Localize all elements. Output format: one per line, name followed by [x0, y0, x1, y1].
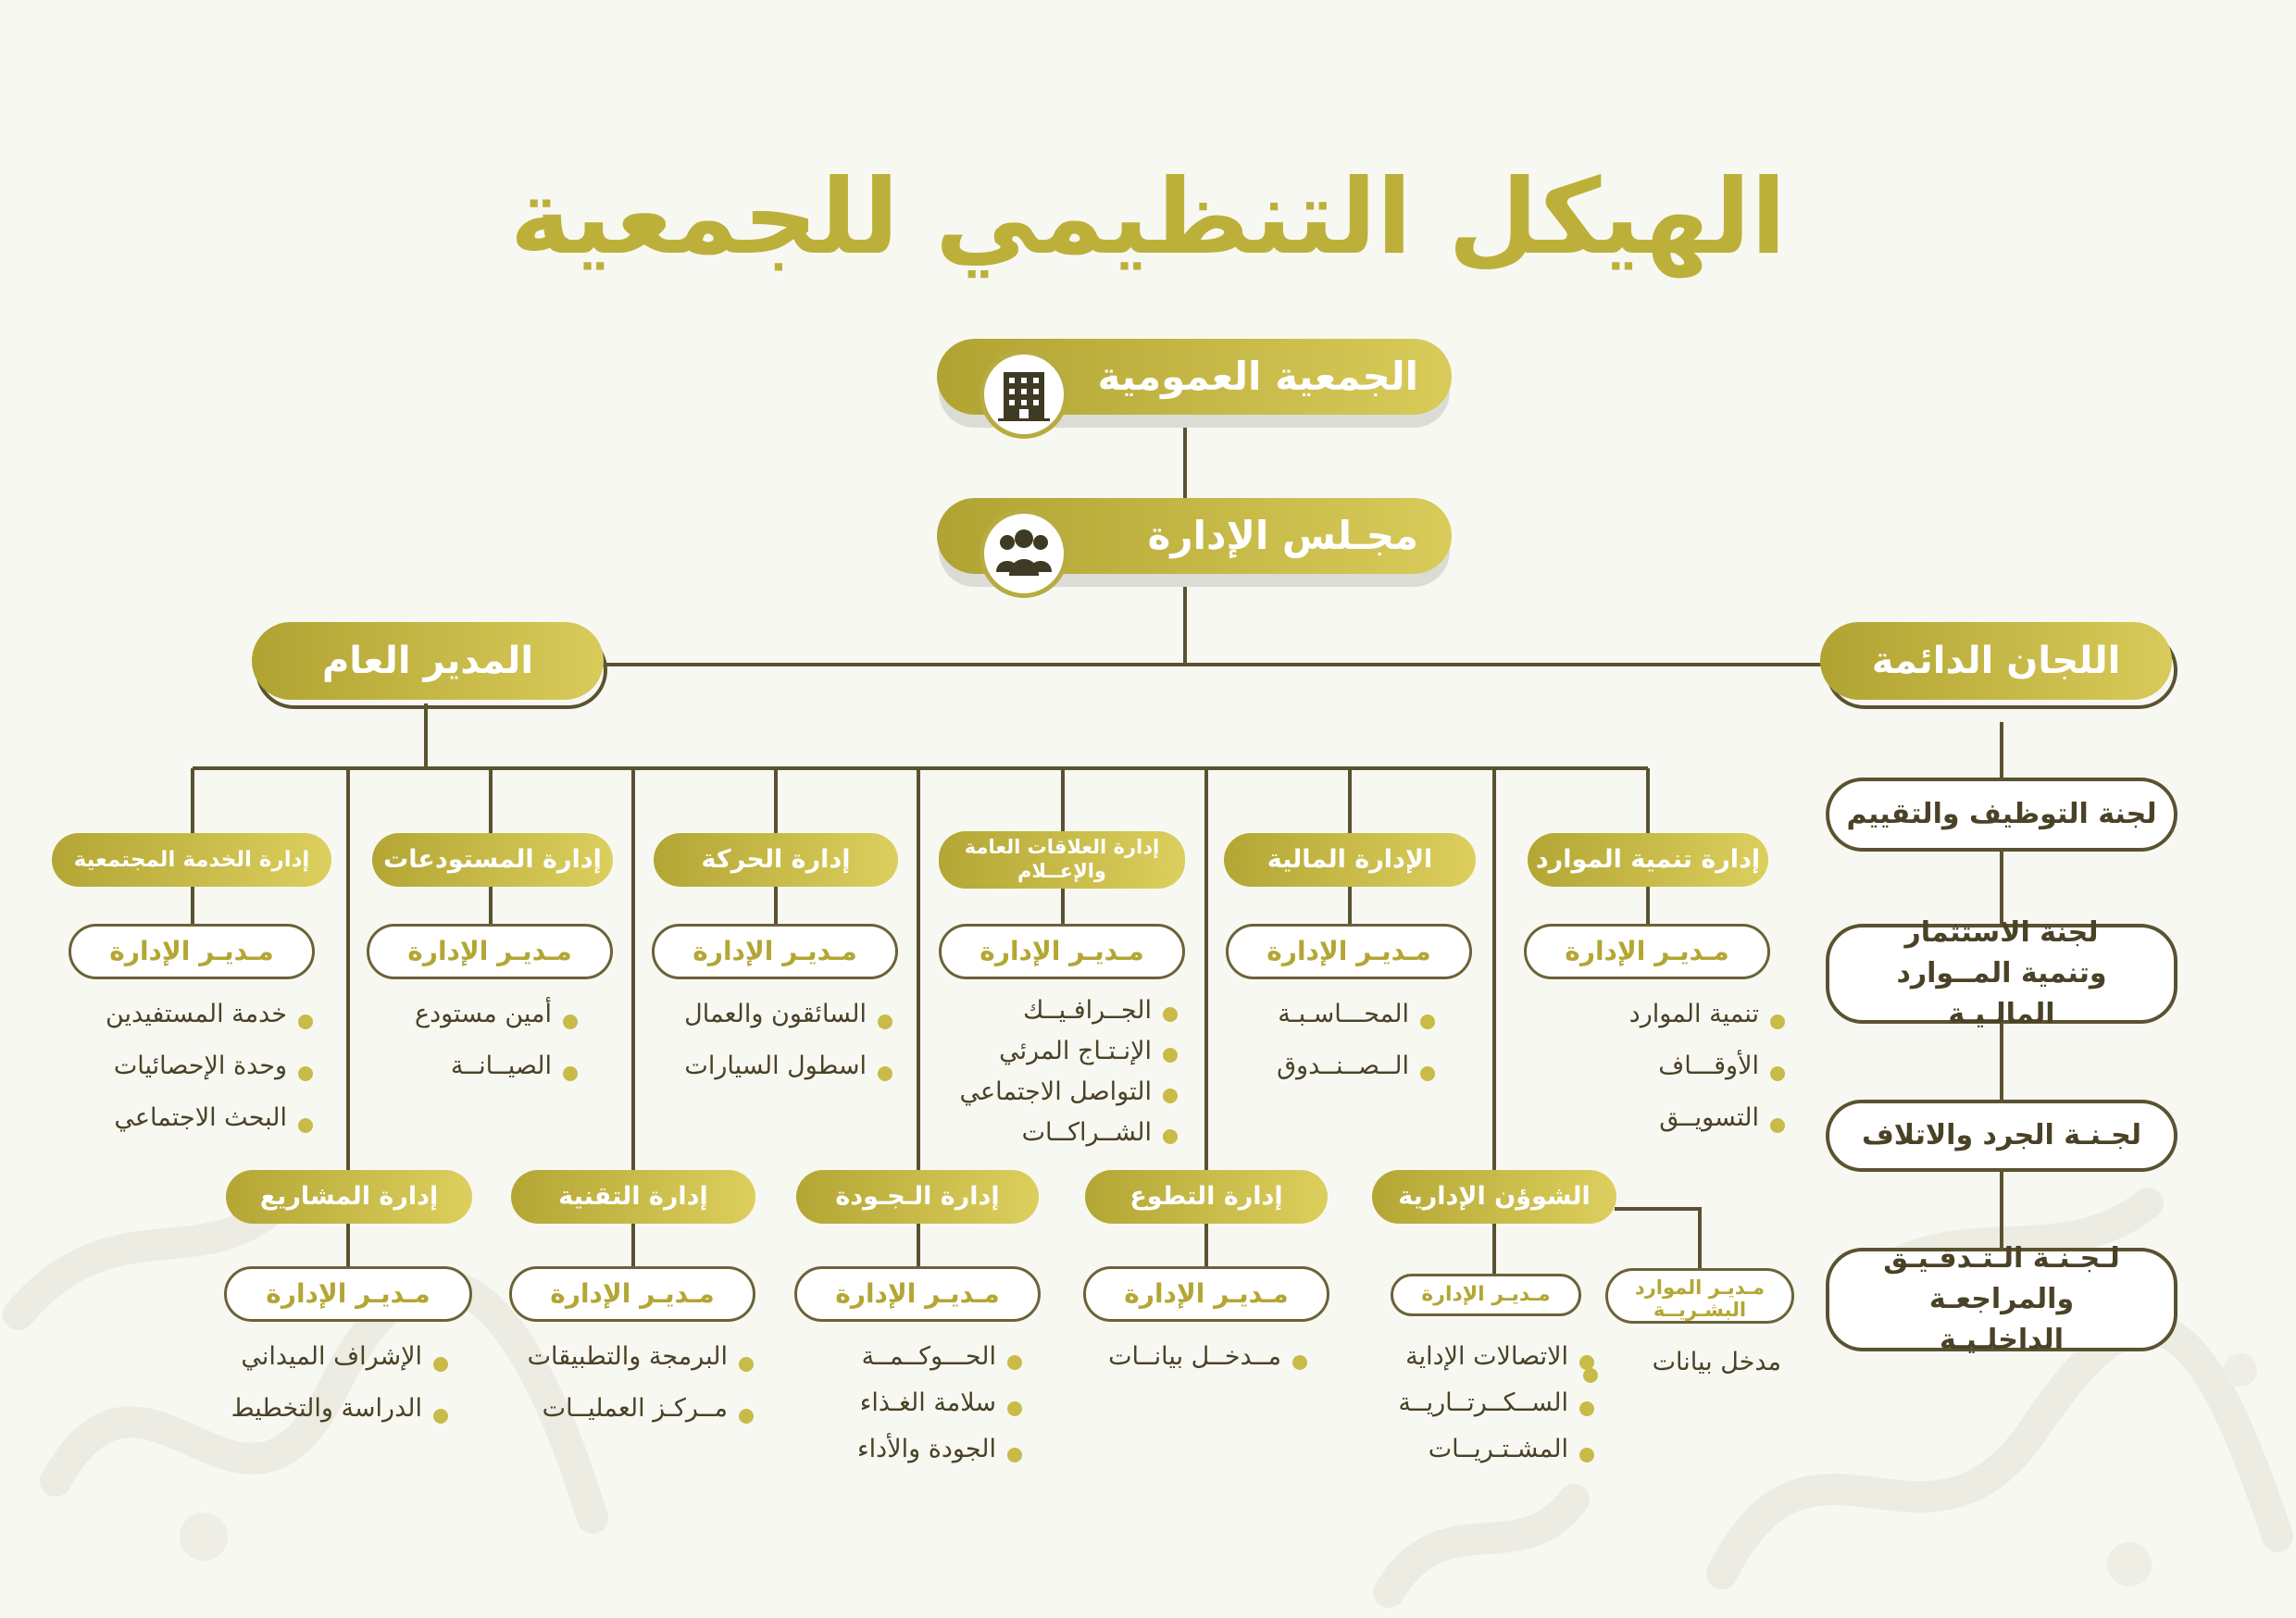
bullet-dot-icon — [433, 1357, 448, 1372]
manager-volunteering: مـديـر الإدارة — [1083, 1266, 1329, 1322]
list-item: الحـــوكــمــة — [861, 1342, 996, 1371]
list-admin-affairs — [1361, 1342, 1568, 1481]
bullet-dot-icon — [1163, 1089, 1178, 1103]
bullet-dot-icon — [298, 1118, 313, 1133]
manager-projects: مـديـر الإدارة — [224, 1266, 472, 1322]
bullet-dot-icon — [1583, 1368, 1598, 1383]
dept-community-service: إدارة الخدمة المجتمعية — [52, 833, 331, 887]
manager-warehouses: مـديـر الإدارة — [367, 924, 613, 979]
list-item: تنمية الموارد — [1628, 1000, 1759, 1028]
list-item: خدمة المستفيدين — [105, 1000, 287, 1028]
board-label: مجـلس الإدارة — [1147, 513, 1418, 558]
bullet-dot-icon — [1292, 1355, 1307, 1370]
page-title: الهيكل التنظيمي للجمعية — [509, 157, 1787, 278]
bullet-dot-icon — [298, 1066, 313, 1081]
list-item: البرمجة والتطبيقات — [527, 1342, 728, 1371]
bullet-dot-icon — [1770, 1066, 1785, 1081]
list-item: الشــراكــات — [1021, 1118, 1152, 1147]
list-finance — [1204, 1000, 1409, 1103]
list-transport — [639, 1000, 867, 1103]
bullet-dot-icon — [563, 1014, 578, 1029]
committee-inventory: لجـنـة الجرد والاتلاف — [1826, 1100, 2177, 1172]
dept-projects: إدارة المشاريع — [226, 1170, 472, 1224]
dept-quality: إدارة الـجـودة — [796, 1170, 1039, 1224]
list-item: الجــرافـيــك — [1023, 996, 1152, 1025]
building-icon — [996, 367, 1052, 422]
permanent-committees-box: اللجان الدائمة — [1820, 622, 2172, 700]
list-item: سلامة الغـذاء — [859, 1388, 996, 1417]
list-item: اسطول السيارات — [684, 1052, 867, 1080]
list-item: أمين مستودع — [414, 1000, 552, 1028]
list-community-service — [56, 1000, 287, 1155]
list-item: الصيــانــة — [450, 1052, 552, 1080]
list-item: مدخل بيانات — [1652, 1348, 1781, 1376]
list-item: الإنـتـاج المرئي — [999, 1037, 1152, 1065]
list-projects — [204, 1342, 422, 1446]
dept-volunteering: إدارة التطوع — [1085, 1170, 1328, 1224]
dept-admin-affairs: الشوؤن الإدارية — [1372, 1170, 1616, 1224]
list-volunteering — [1102, 1342, 1281, 1388]
list-item: وحدة الإحصائيات — [113, 1052, 287, 1080]
general-assembly-icon-circle — [980, 350, 1068, 439]
list-item: الســكــرتــاريــة — [1398, 1388, 1568, 1417]
bullet-dot-icon — [739, 1357, 754, 1372]
committee-hiring: لجنة التوظيف والتقييم — [1826, 778, 2177, 852]
bullet-dot-icon — [1420, 1066, 1435, 1081]
bullet-dot-icon — [1770, 1118, 1785, 1133]
dept-finance: الإدارة المالية — [1224, 833, 1476, 887]
list-human-resources — [1611, 1348, 1781, 1394]
manager-finance: مـديـر الإدارة — [1226, 924, 1472, 979]
list-item: مــركـز العمليــات — [542, 1394, 728, 1423]
list-warehouses — [370, 1000, 552, 1103]
bullet-dot-icon — [878, 1014, 892, 1029]
committee-investment: لجنة الاستثمار وتنمية المــوارد المالـيـة — [1826, 924, 2177, 1024]
committee-audit: لـجـنـة الـتـدقـيـق والمراجعـة الداخلـيـة — [1826, 1248, 2177, 1351]
manager-resource-development: مـديـر الإدارة — [1524, 924, 1770, 979]
list-public-relations — [917, 996, 1152, 1159]
bullet-dot-icon — [1163, 1007, 1178, 1022]
general-manager-box: المدير العام — [252, 622, 604, 700]
list-item: الدراسة والتخطيط — [231, 1394, 422, 1423]
list-item: المحـــاسـبـة — [1278, 1000, 1409, 1028]
list-quality — [815, 1342, 996, 1481]
list-item: التواصل الاجتماعي — [959, 1077, 1152, 1106]
manager-admin-affairs: مـديـر الإدارة — [1391, 1274, 1581, 1316]
list-item: مــدخــل بيانــات — [1108, 1342, 1281, 1371]
general-assembly-label: الجمعية العمومية — [1097, 354, 1418, 399]
group-icon — [994, 528, 1054, 579]
list-item: التسويــق — [1659, 1103, 1759, 1132]
board-icon-circle — [980, 509, 1068, 598]
manager-transport: مـديـر الإدارة — [652, 924, 898, 979]
manager-community-service: مـديـر الإدارة — [69, 924, 315, 979]
list-technology — [491, 1342, 728, 1446]
dept-resource-development: إدارة تنمية الموارد — [1528, 833, 1768, 887]
bullet-dot-icon — [1579, 1401, 1594, 1416]
manager-human-resources: مـديـر الموارد البشـريــة — [1605, 1268, 1794, 1324]
list-item: الإشراف الميداني — [241, 1342, 422, 1371]
bullet-dot-icon — [1007, 1448, 1022, 1462]
list-item: الأوقـــاف — [1658, 1052, 1759, 1080]
list-resource-development — [1481, 1000, 1759, 1155]
bullet-dot-icon — [298, 1014, 313, 1029]
list-item: السائقون والعمال — [684, 1000, 867, 1028]
bullet-dot-icon — [433, 1409, 448, 1424]
bullet-dot-icon — [1007, 1401, 1022, 1416]
dept-public-relations: إدارة العلاقات العامة والإعــلام — [939, 831, 1185, 889]
bullet-dot-icon — [1007, 1355, 1022, 1370]
manager-public-relations: مـديـر الإدارة — [939, 924, 1185, 979]
bullet-dot-icon — [1579, 1448, 1594, 1462]
list-item: البحث الاجتماعي — [114, 1103, 287, 1132]
dept-transport: إدارة الحركة — [654, 833, 898, 887]
bullet-dot-icon — [1163, 1048, 1178, 1063]
manager-quality: مـديـر الإدارة — [794, 1266, 1041, 1322]
list-item: الجودة والأداء — [856, 1435, 996, 1463]
bullet-dot-icon — [1163, 1129, 1178, 1144]
bullet-dot-icon — [1770, 1014, 1785, 1029]
bullet-dot-icon — [739, 1409, 754, 1424]
bullet-dot-icon — [1420, 1014, 1435, 1029]
bullet-dot-icon — [563, 1066, 578, 1081]
list-item: الاتصالات الإداية — [1405, 1342, 1568, 1371]
dept-warehouses: إدارة المستودعات — [372, 833, 613, 887]
manager-technology: مـديـر الإدارة — [509, 1266, 755, 1322]
list-item: الــصــنــدوق — [1277, 1052, 1409, 1080]
dept-technology: إدارة التقنية — [511, 1170, 755, 1224]
list-item: المشـتـريــات — [1428, 1435, 1568, 1463]
bullet-dot-icon — [878, 1066, 892, 1081]
